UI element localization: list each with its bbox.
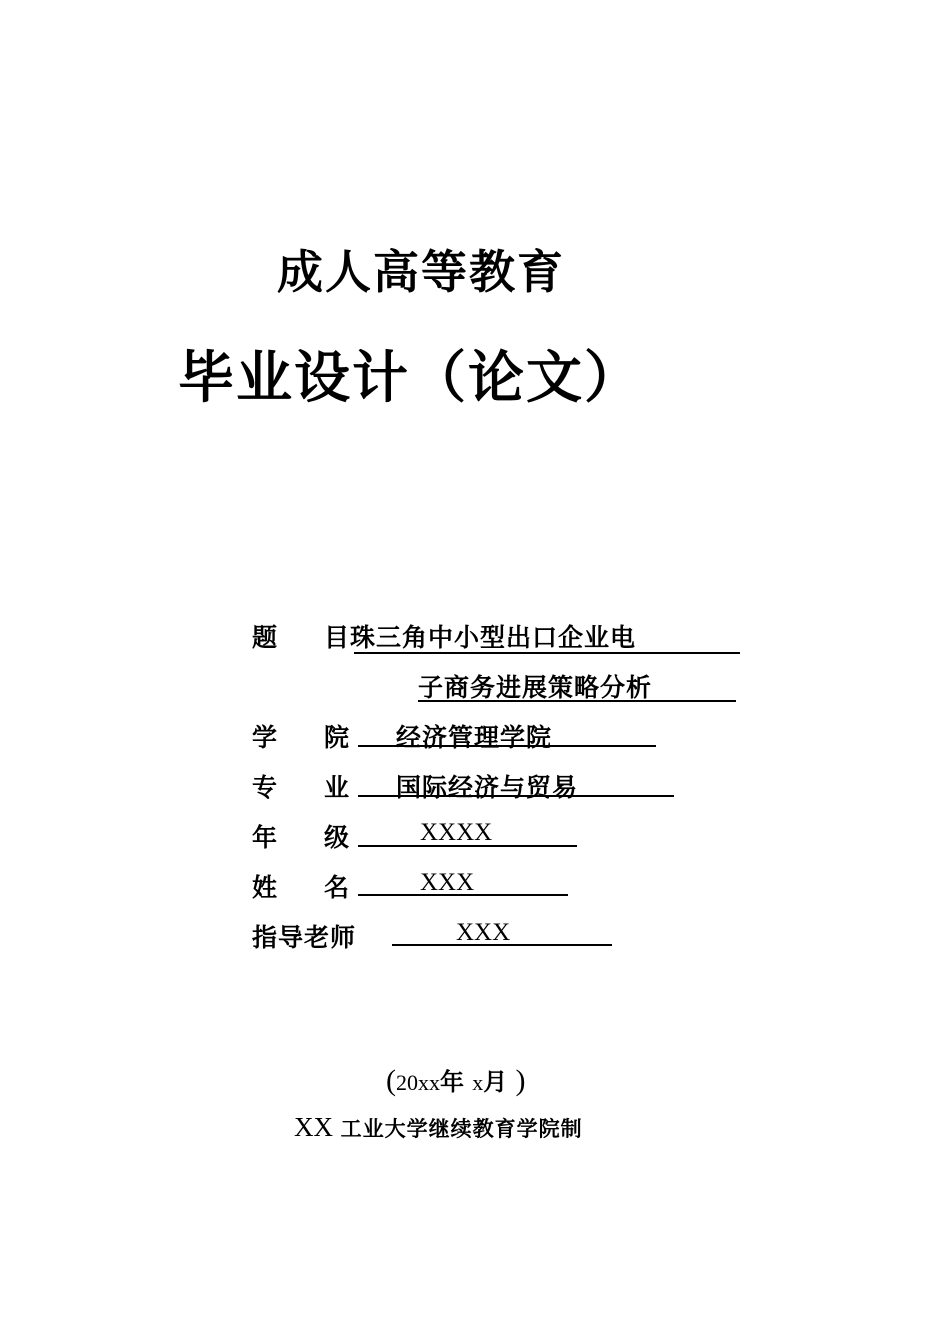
major-underline [358,795,674,797]
date-month: x [472,1070,484,1095]
grade-underline [358,845,577,847]
grade-label-1: 年 [252,823,279,852]
grade-value: XXXX [420,819,493,846]
date-paren-open: ( [386,1064,396,1097]
advisor-label: 指导老师 [252,923,357,952]
name-underline [358,894,568,896]
date-year-char: 年 [440,1068,464,1096]
college-label-1: 学 [252,723,279,752]
major-label-2: 业 [324,773,351,802]
date-paren-close: ) [515,1064,526,1097]
advisor-underline [392,944,612,946]
cover-title-line1: 成人高等教育 [277,245,565,299]
cover-title-line2: 毕业设计（论文） [178,346,642,411]
topic-value-line1: 目珠三角中小型出口企业电 [324,623,637,652]
submission-date [386,1062,526,1098]
topic-label: 题 [252,623,279,652]
college-label-2: 院 [324,723,351,752]
name-value: XXX [420,869,475,896]
name-label-2: 名 [324,873,351,902]
major-label-1: 专 [252,773,279,802]
institution-prefix: XX [294,1112,333,1142]
date-month-char: 月 [483,1068,508,1096]
date-year: 20xx [396,1070,440,1095]
college-underline [358,745,656,747]
topic-underline-2 [418,700,736,702]
topic-value-line2: 子商务进展策略分析 [418,673,653,702]
advisor-value: XXX [456,919,511,946]
institution-name: 工业大学继续教育学院制 [340,1117,583,1141]
name-label-1: 姓 [252,873,279,902]
institution-line [294,1112,583,1143]
topic-underline-1 [354,652,740,654]
grade-label-2: 级 [324,823,351,852]
college-value: 经济管理学院 [396,723,553,752]
major-value: 国际经济与贸易 [396,773,579,802]
